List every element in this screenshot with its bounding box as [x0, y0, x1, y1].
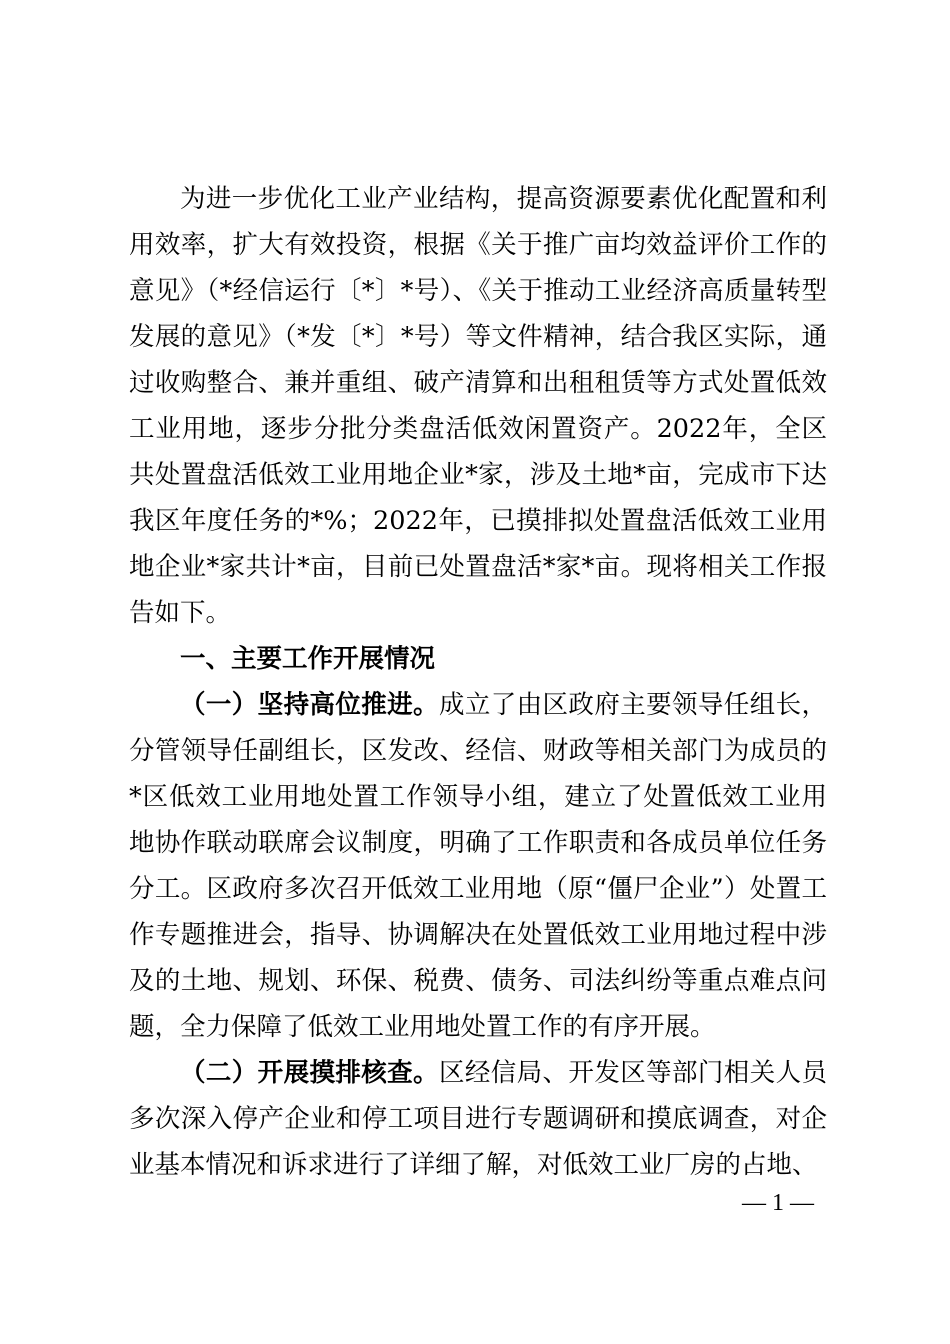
- document-body: [129, 176, 827, 1188]
- item-1-lead: （一）坚持高位推进。: [180, 690, 439, 720]
- intro-paragraph: 为进一步优化工业产业结构，提高资源要素优化配置和利用效率，扩大有效投资，根据《关于推广亩均效益评价工作的意见》（*经信运行〔*〕*号）、《关于推动工业经济高质量转型发展的意见》（*发〔*〕*号）等文件精神，结合我区实际，通过收购整合、兼并重组、破产清算和出租租赁等方式处置低效工业用地，逐步分批分类盘活低效闲置资产。2022年，全区共处置盘活低效工业用地企业*家，涉及土地*亩，完成市下达我区年度任务的*%；2022年，已摸排拟处置盘活低效工业用地企业*家共计*亩，目前已处置盘活*家*亩。现将相关工作报告如下。: [129, 184, 827, 628]
- section-heading: 一、主要工作开展情况: [180, 644, 436, 674]
- page-number: — 1 —: [742, 1190, 814, 1216]
- item-2-body: 区经信局、开发区等部门相关人员多次深入停产企业和停工项目进行专题调研和摸底调查，对企业基本情况和诉求进行了详细了解，对低效工业厂房的占地、: [129, 1058, 827, 1180]
- item-2-paragraph: [129, 1050, 827, 1188]
- item-1-paragraph: [129, 682, 827, 1050]
- item-1-body: 成立了由区政府主要领导任组长，分管领导任副组长，区发改、经信、财政等相关部门为成员的*区低效工业用地处置工作领导小组，建立了处置低效工业用地协作联动联席会议制度，明确了工作职责和各成员单位任务分工。区政府多次召开低效工业用地（原“僵尸企业”）处置工作专题推进会，指导、协调解决在处置低效工业用地过程中涉及的土地、规划、环保、税费、债务、司法纠纷等重点难点问题，全力保障了低效工业用地处置工作的有序开展。: [129, 690, 827, 1042]
- item-2-lead: （二）开展摸排核查。: [180, 1058, 439, 1088]
